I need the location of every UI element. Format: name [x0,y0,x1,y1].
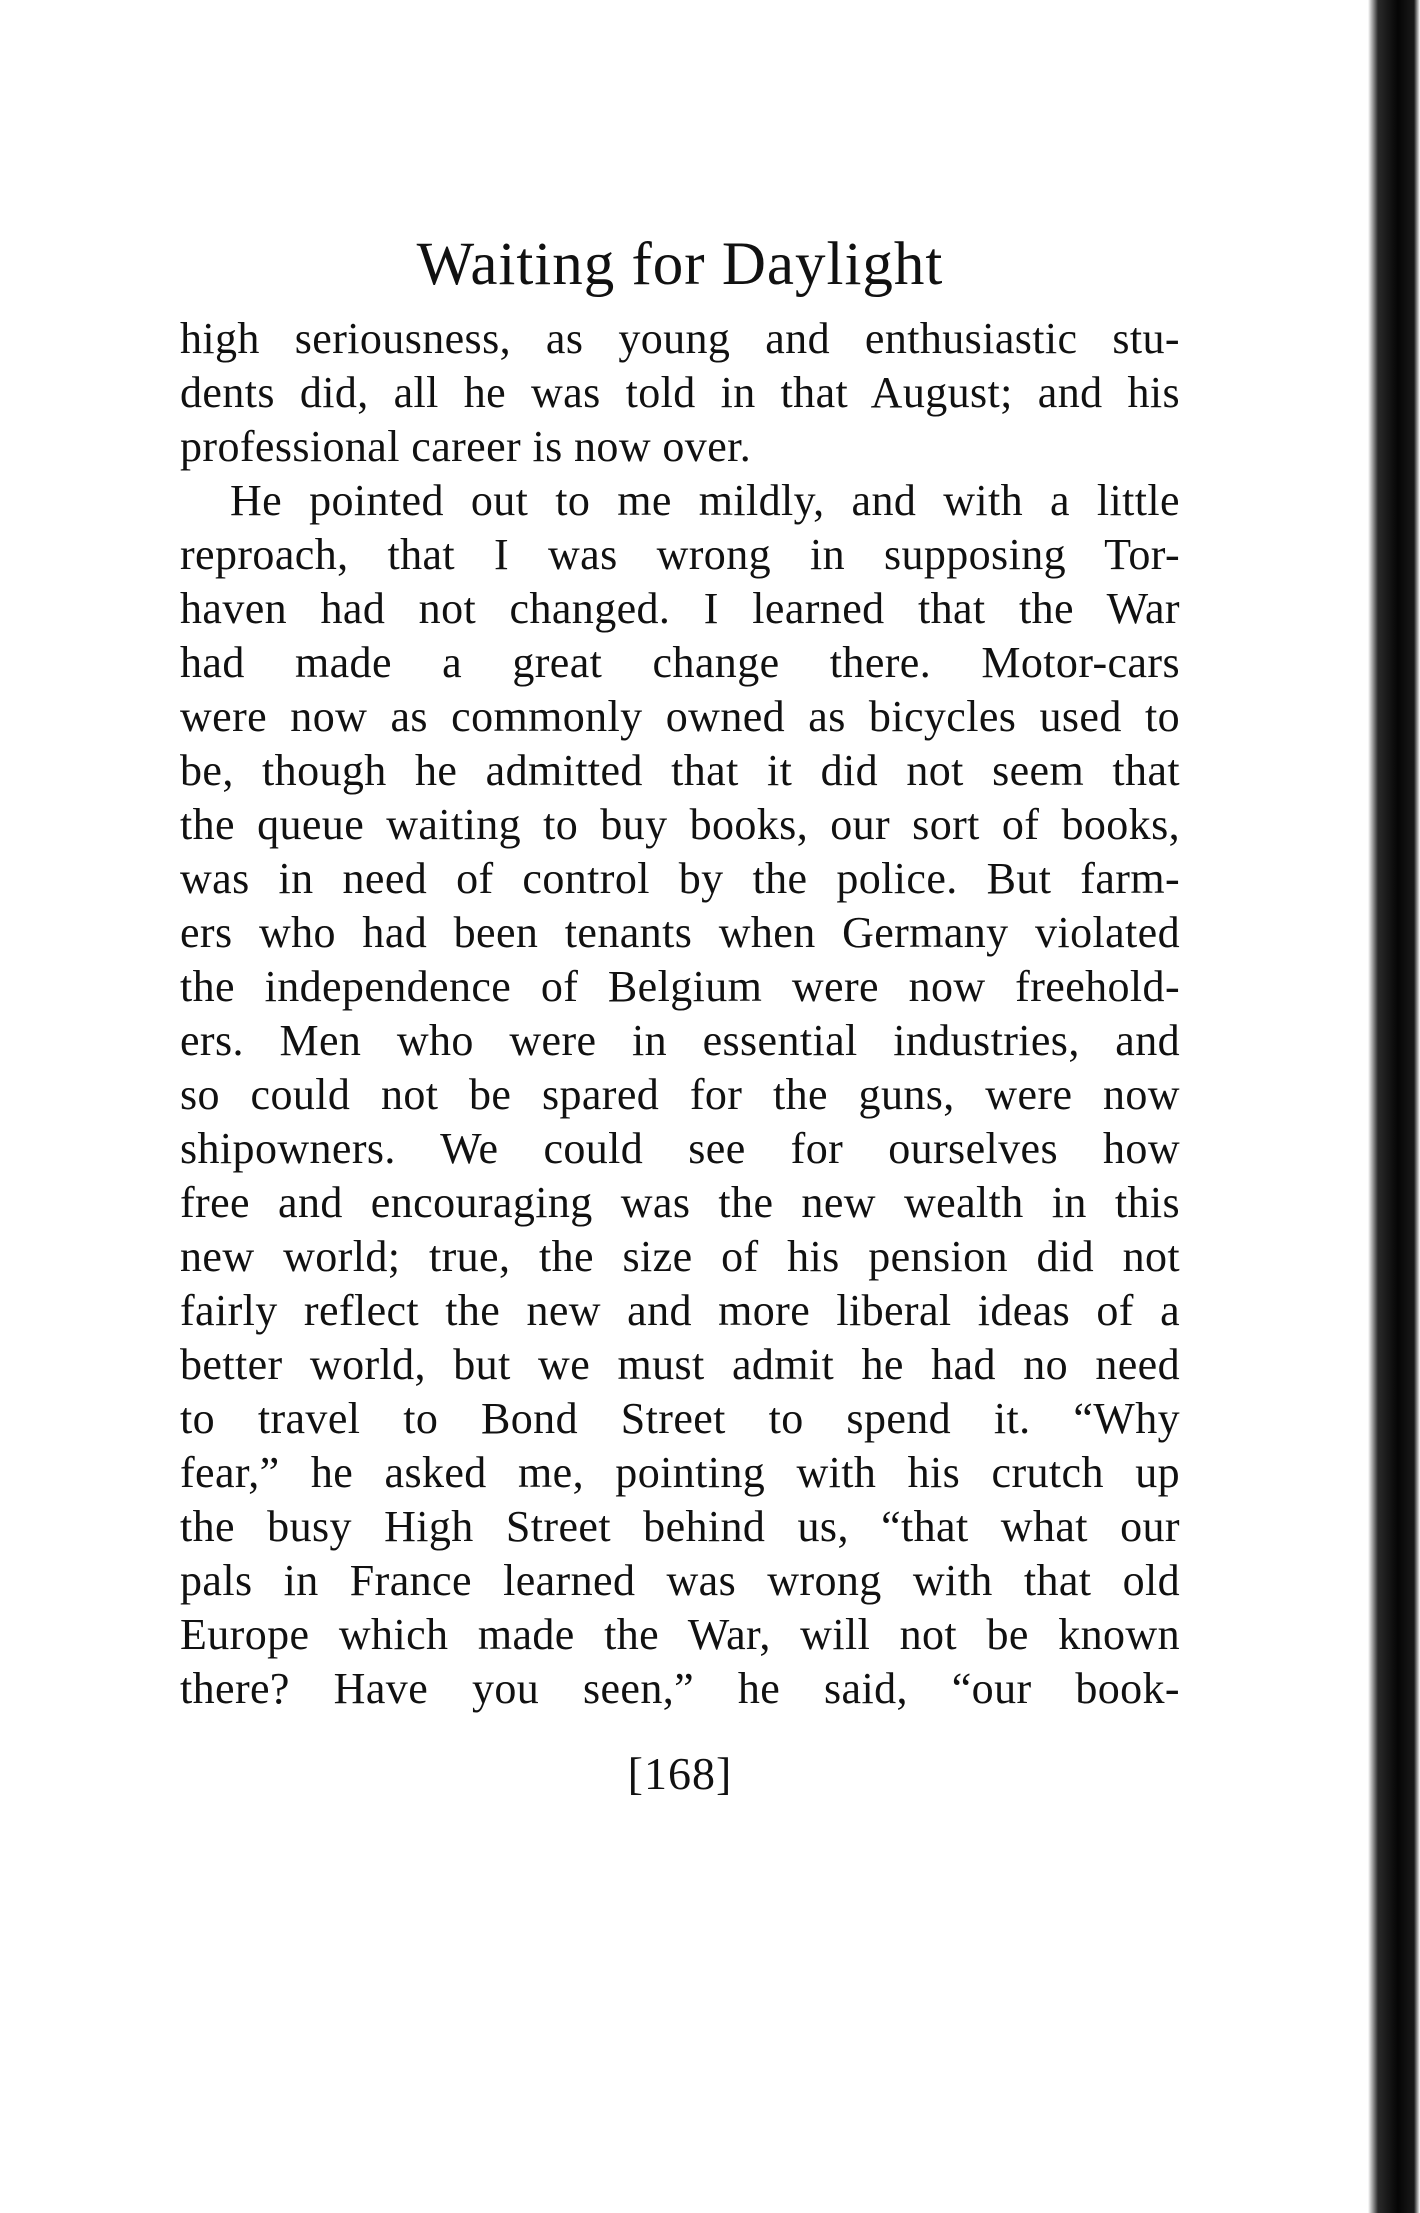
text-line: fairly reflect the new and more liberal ideas of a [180,1286,1180,1335]
text-line: better world, but we must admit he had no need [180,1340,1180,1389]
text-line: fear,” he asked me, pointing with his crutch up [180,1448,1180,1497]
text-line: shipowners. We could see for ourselves how [180,1124,1180,1173]
text-line: professional career is now over. [180,422,752,471]
text-line: the queue waiting to buy books, our sort of books, [180,800,1180,849]
text-line: be, though he admitted that it did not seem that [180,746,1180,795]
text-line: to travel to Bond Street to spend it. “Why [180,1394,1180,1443]
page-binding-edge [1368,0,1420,2213]
text-line: were now as commonly owned as bicycles used to [180,692,1180,741]
text-line: high seriousness, as young and enthusiastic stu- [180,314,1180,363]
text-line: dents did, all he was told in that August; and his [180,368,1180,417]
text-line: reproach, that I was wrong in supposing Tor- [180,530,1180,579]
text-line: free and encouraging was the new wealth in this [180,1178,1180,1227]
text-line: He pointed out to me mildly, and with a little [230,476,1180,525]
text-line: the independence of Belgium were now freehold- [180,962,1180,1011]
text-line: ers. Men who were in essential industries, and [180,1016,1180,1065]
text-line: new world; true, the size of his pension did not [180,1232,1180,1281]
text-line: Europe which made the War, will not be known [180,1610,1180,1659]
text-line: ers who had been tenants when Germany violated [180,908,1180,957]
running-head: Waiting for Daylight [416,231,944,298]
text-line: there? Have you seen,” he said, “our book- [180,1664,1180,1713]
text-line: so could not be spared for the guns, were now [180,1070,1180,1119]
text-line: pals in France learned was wrong with that old [180,1556,1180,1605]
text-line: was in need of control by the police. But farm- [180,854,1180,903]
page-number: [168] [627,1748,733,1799]
text-line: the busy High Street behind us, “that what our [180,1502,1180,1551]
text-line: haven had not changed. I learned that the War [180,584,1180,633]
text-line: had made a great change there. Motor-cars [180,638,1180,687]
body-text [180,312,1180,1716]
